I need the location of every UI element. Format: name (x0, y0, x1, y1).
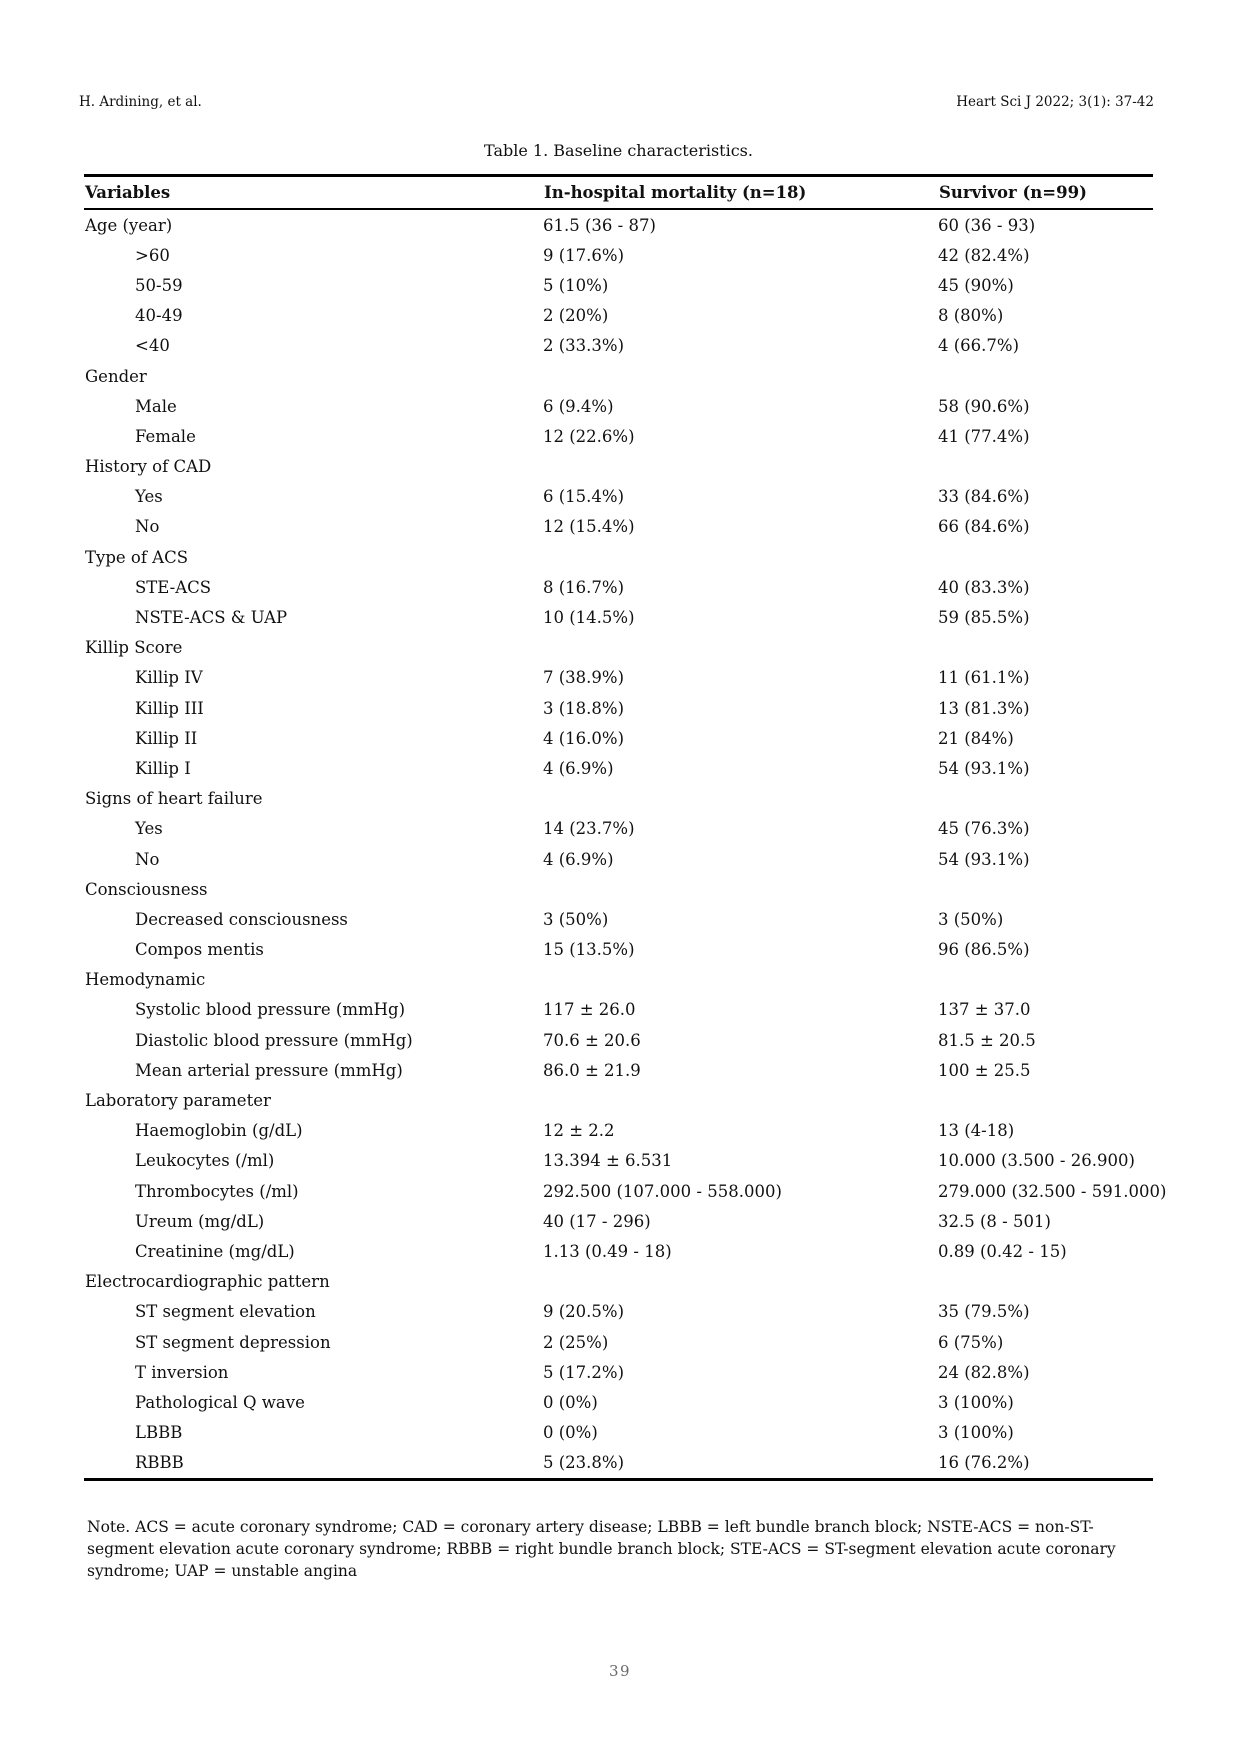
table-row (84, 1297, 1153, 1327)
mortality-value: 13.394 ± 6.531 (543, 1151, 673, 1171)
mortality-value: 70.6 ± 20.6 (543, 1030, 641, 1050)
table-row (84, 542, 1153, 572)
survivor-value: 137 ± 37.0 (938, 1000, 1031, 1020)
table-row (84, 1146, 1153, 1176)
survivor-value: 32.5 (8 - 501) (938, 1211, 1051, 1231)
running-header (79, 95, 1154, 110)
survivor-value: 24 (82.8%) (938, 1362, 1030, 1382)
survivor-value: 6 (75%) (938, 1332, 1004, 1352)
table-row (84, 1418, 1153, 1448)
table-row (84, 784, 1153, 814)
survivor-value: 41 (77.4%) (938, 426, 1030, 446)
mortality-value: 61.5 (36 - 87) (543, 215, 656, 235)
mortality-value: 15 (13.5%) (543, 940, 635, 960)
table-row (84, 391, 1153, 421)
survivor-value: 11 (61.1%) (938, 668, 1030, 688)
row-label: Systolic blood pressure (mmHg) (135, 1000, 406, 1020)
mortality-value: 5 (23.8%) (543, 1453, 625, 1473)
row-label: Ureum (mg/dL) (135, 1211, 265, 1231)
row-label: Mean arterial pressure (mmHg) (135, 1060, 403, 1080)
row-label: Signs of heart failure (85, 789, 263, 809)
survivor-value: 54 (93.1%) (938, 758, 1030, 778)
mortality-value: 2 (20%) (543, 306, 609, 326)
table-row (84, 1206, 1153, 1236)
row-label: Laboratory parameter (85, 1091, 271, 1111)
row-label: Killip IV (135, 668, 203, 688)
table-row (84, 1357, 1153, 1387)
running-header-authors: H. Ardining, et al. (79, 94, 202, 110)
table-row (84, 301, 1153, 331)
column-header-mortality: In-hospital mortality (n=18) (544, 183, 807, 202)
table-row (84, 361, 1153, 391)
row-label: ST segment elevation (135, 1302, 316, 1322)
survivor-value: 3 (100%) (938, 1392, 1014, 1412)
row-label: No (135, 849, 160, 869)
table-row (84, 723, 1153, 753)
row-label: History of CAD (85, 457, 212, 477)
row-label: Age (year) (85, 215, 173, 235)
mortality-value: 3 (50%) (543, 909, 609, 929)
table-row (84, 1448, 1153, 1478)
survivor-value: 42 (82.4%) (938, 245, 1030, 265)
mortality-value: 12 ± 2.2 (543, 1121, 615, 1141)
survivor-value: 45 (76.3%) (938, 819, 1030, 839)
row-label: Diastolic blood pressure (mmHg) (135, 1030, 413, 1050)
mortality-value: 2 (25%) (543, 1332, 609, 1352)
running-header-journal: Heart Sci J 2022; 3(1): 37-42 (956, 94, 1154, 110)
survivor-value: 13 (81.3%) (938, 698, 1030, 718)
row-label: RBBB (135, 1453, 184, 1473)
row-label: LBBB (135, 1423, 183, 1443)
row-label: 50-59 (135, 275, 183, 295)
mortality-value: 10 (14.5%) (543, 608, 635, 628)
mortality-value: 12 (15.4%) (543, 517, 635, 537)
mortality-value: 3 (18.8%) (543, 698, 625, 718)
table-row (84, 1085, 1153, 1115)
mortality-value: 0 (0%) (543, 1423, 598, 1443)
survivor-value: 10.000 (3.500 - 26.900) (938, 1151, 1135, 1171)
table-row (84, 904, 1153, 934)
mortality-value: 1.13 (0.49 - 18) (543, 1241, 672, 1261)
survivor-value: 4 (66.7%) (938, 336, 1020, 356)
table-row (84, 240, 1153, 270)
table-row (84, 1387, 1153, 1417)
table-row (84, 210, 1153, 240)
baseline-characteristics-table (84, 174, 1167, 1481)
mortality-value: 4 (6.9%) (543, 758, 614, 778)
table-bottom-rule (84, 1478, 1153, 1481)
row-label: <40 (135, 336, 170, 356)
survivor-value: 40 (83.3%) (938, 577, 1030, 597)
mortality-value: 14 (23.7%) (543, 819, 635, 839)
page-number: 39 (608, 1662, 632, 1680)
table-row (84, 633, 1153, 663)
table-row (84, 1327, 1153, 1357)
table-row (84, 874, 1153, 904)
mortality-value: 117 ± 26.0 (543, 1000, 636, 1020)
row-label: Thrombocytes (/ml) (135, 1181, 299, 1201)
table-row (84, 1176, 1167, 1206)
survivor-value: 21 (84%) (938, 728, 1014, 748)
survivor-value: 58 (90.6%) (938, 396, 1030, 416)
row-label: Decreased consciousness (135, 909, 348, 929)
table-row (84, 1025, 1153, 1055)
mortality-value: 2 (33.3%) (543, 336, 625, 356)
row-label: Female (135, 426, 196, 446)
table-row (84, 663, 1153, 693)
table-row (84, 1267, 1153, 1297)
table-row (84, 452, 1153, 482)
row-label: Electrocardiographic pattern (85, 1272, 330, 1292)
mortality-value: 40 (17 - 296) (543, 1211, 651, 1231)
table-row (84, 512, 1153, 542)
table-row (84, 844, 1153, 874)
mortality-value: 292.500 (107.000 - 558.000) (543, 1181, 782, 1201)
table-row (84, 421, 1153, 451)
table-row (84, 1055, 1153, 1085)
survivor-value: 0.89 (0.42 - 15) (938, 1241, 1067, 1261)
survivor-value: 54 (93.1%) (938, 849, 1030, 869)
table-title: Table 1. Baseline characteristics. (484, 141, 753, 160)
mortality-value: 12 (22.6%) (543, 426, 635, 446)
table-row (84, 995, 1153, 1025)
survivor-value: 45 (90%) (938, 275, 1014, 295)
survivor-value: 60 (36 - 93) (938, 215, 1036, 235)
row-label: Yes (135, 487, 163, 507)
row-label: Male (135, 396, 177, 416)
mortality-value: 9 (17.6%) (543, 245, 625, 265)
row-label: Consciousness (85, 879, 208, 899)
survivor-value: 66 (84.6%) (938, 517, 1030, 537)
row-label: Leukocytes (/ml) (135, 1151, 275, 1171)
table-body (84, 210, 1167, 1478)
mortality-value: 7 (38.9%) (543, 668, 625, 688)
row-label: Killip Score (85, 638, 183, 658)
survivor-value: 81.5 ± 20.5 (938, 1030, 1036, 1050)
mortality-value: 4 (6.9%) (543, 849, 614, 869)
table-row (84, 1116, 1153, 1146)
row-label: ST segment depression (135, 1332, 331, 1352)
survivor-value: 35 (79.5%) (938, 1302, 1030, 1322)
table-row (84, 572, 1153, 602)
mortality-value: 86.0 ± 21.9 (543, 1060, 641, 1080)
row-label: T inversion (135, 1362, 229, 1382)
mortality-value: 5 (17.2%) (543, 1362, 625, 1382)
mortality-value: 4 (16.0%) (543, 728, 625, 748)
row-label: Gender (85, 366, 147, 386)
table-row (84, 1236, 1153, 1266)
column-header-variables: Variables (85, 183, 171, 202)
table-row (84, 965, 1153, 995)
table-row (84, 482, 1153, 512)
row-label: NSTE-ACS & UAP (135, 608, 288, 628)
row-label: Killip III (135, 698, 204, 718)
table-row (84, 331, 1153, 361)
row-label: Haemoglobin (g/dL) (135, 1121, 303, 1141)
table-row (84, 753, 1153, 783)
survivor-value: 279.000 (32.500 - 591.000) (938, 1181, 1167, 1201)
column-header-survivor: Survivor (n=99) (939, 183, 1087, 202)
table-row (84, 814, 1153, 844)
mortality-value: 8 (16.7%) (543, 577, 625, 597)
row-label: Compos mentis (135, 940, 264, 960)
survivor-value: 8 (80%) (938, 306, 1004, 326)
row-label: Killip II (135, 728, 198, 748)
mortality-value: 0 (0%) (543, 1392, 598, 1412)
row-label: Creatinine (mg/dL) (135, 1241, 295, 1261)
row-label: Yes (135, 819, 163, 839)
row-label: No (135, 517, 160, 537)
table-row (84, 602, 1153, 632)
mortality-value: 5 (10%) (543, 275, 609, 295)
table-row (84, 270, 1153, 300)
survivor-value: 3 (100%) (938, 1423, 1014, 1443)
row-label: Killip I (135, 758, 191, 778)
row-label: Hemodynamic (85, 970, 206, 990)
table-header-row (84, 177, 1153, 208)
row-label: Type of ACS (85, 547, 189, 567)
table-note: Note. ACS = acute coronary syndrome; CAD = coronary artery disease; LBBB = left bundle branch block; NSTE-ACS = non-ST-segment elevation acute coronary syndrome; RBBB = right bundle branch block; STE-ACS = ST-segment elevation acute coronary syndrome; UAP = unstable angina (87, 1518, 1116, 1580)
mortality-value: 6 (9.4%) (543, 396, 614, 416)
survivor-value: 96 (86.5%) (938, 940, 1030, 960)
row-label: STE-ACS (135, 577, 212, 597)
mortality-value: 6 (15.4%) (543, 487, 625, 507)
mortality-value: 9 (20.5%) (543, 1302, 625, 1322)
row-label: >60 (135, 245, 170, 265)
table-row (84, 693, 1153, 723)
survivor-value: 3 (50%) (938, 909, 1004, 929)
table-row (84, 935, 1153, 965)
row-label: Pathological Q wave (135, 1392, 305, 1412)
row-label: 40-49 (135, 306, 183, 326)
survivor-value: 100 ± 25.5 (938, 1060, 1031, 1080)
survivor-value: 13 (4-18) (938, 1121, 1015, 1141)
survivor-value: 33 (84.6%) (938, 487, 1030, 507)
survivor-value: 59 (85.5%) (938, 608, 1030, 628)
survivor-value: 16 (76.2%) (938, 1453, 1030, 1473)
